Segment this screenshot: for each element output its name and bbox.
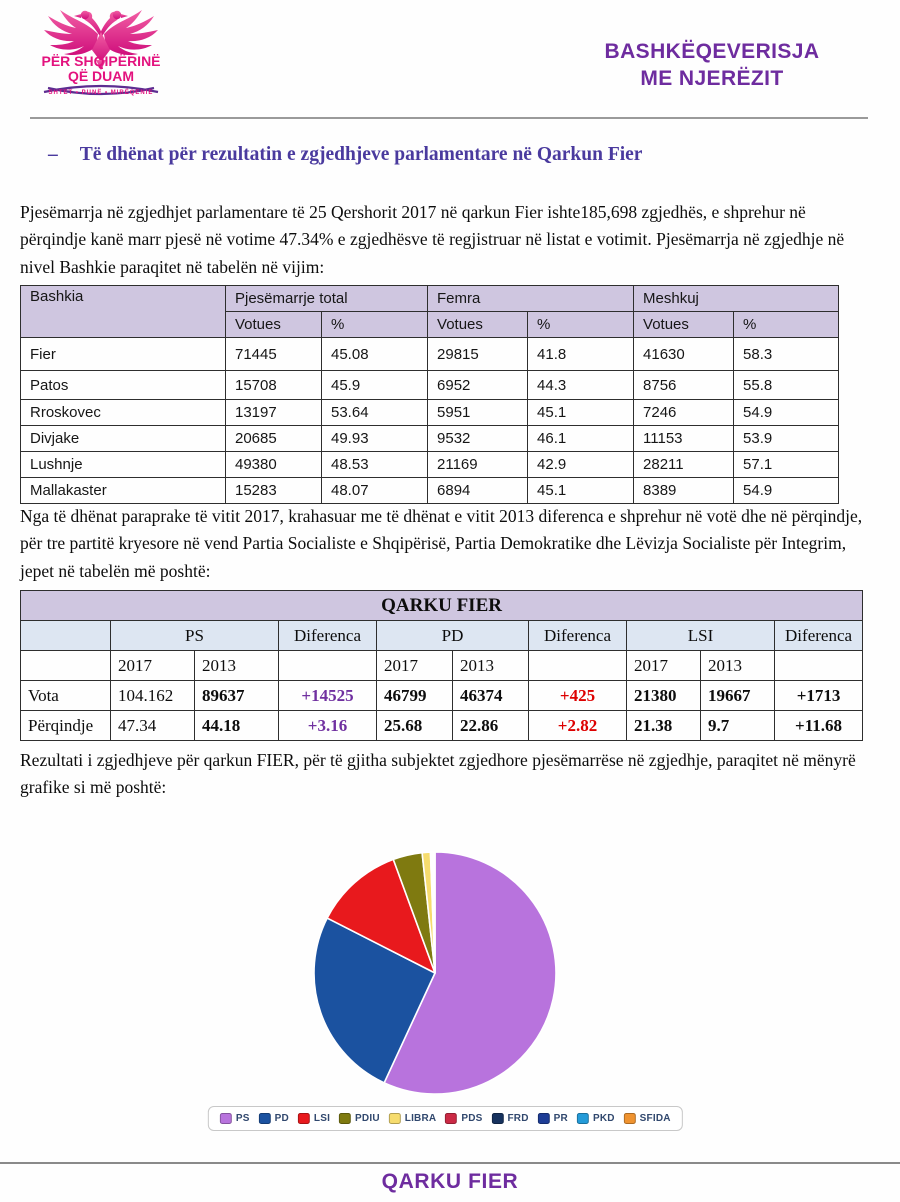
- value-cell: 54.9: [734, 400, 839, 426]
- empty-cell: [529, 651, 627, 681]
- legend-label: PKD: [592, 1113, 615, 1124]
- value-cell: 57.1: [734, 452, 839, 478]
- legend-item-FRD: [491, 1113, 528, 1124]
- value-cell: 89637: [195, 681, 279, 711]
- legend-item-PKD: [577, 1113, 615, 1124]
- legend-swatch-icon: [220, 1113, 232, 1124]
- group-header-femra: Femra: [428, 286, 634, 312]
- brand-title-line1: BASHKËQEVERISJA: [604, 40, 820, 63]
- legend-swatch-icon: [538, 1113, 550, 1124]
- legend-item-SFIDA: [624, 1113, 671, 1124]
- col-header-bashkia: Bashkia: [21, 286, 226, 338]
- value-cell: 71445: [226, 338, 322, 371]
- year-header: 2017: [377, 651, 453, 681]
- legend-swatch-icon: [389, 1113, 401, 1124]
- brand-title-line2: ME NJERËZIT: [640, 67, 784, 91]
- logo-text-line1: PËR SHQIPËRINË: [41, 53, 161, 69]
- group-header-meshkuj: Meshkuj: [634, 286, 839, 312]
- legend-label: LIBRA: [404, 1113, 437, 1124]
- empty-cell: [21, 651, 111, 681]
- value-cell: 48.07: [322, 478, 428, 504]
- row-label: Përqindje: [21, 711, 111, 741]
- value-cell: 55.8: [734, 371, 839, 400]
- value-cell: +1713: [775, 681, 863, 711]
- chart-legend: [208, 1106, 683, 1131]
- eagle-logo-graphic: [26, 4, 176, 114]
- legend-item-LSI: [298, 1113, 330, 1124]
- legend-swatch-icon: [339, 1113, 351, 1124]
- legend-swatch-icon: [298, 1113, 310, 1124]
- sub-header-votues: Votues: [634, 312, 734, 338]
- legend-swatch-icon: [445, 1113, 457, 1124]
- value-cell: +11.68: [775, 711, 863, 741]
- value-cell: 19667: [701, 681, 775, 711]
- participation-table: [20, 285, 839, 504]
- table-row: [21, 681, 863, 711]
- value-cell: 49.93: [322, 426, 428, 452]
- value-cell: 28211: [634, 452, 734, 478]
- value-cell: 41.8: [528, 338, 634, 371]
- legend-label: PR: [553, 1113, 568, 1124]
- party-header-ps: PS: [111, 621, 279, 651]
- value-cell: +2.82: [529, 711, 627, 741]
- footer-title: QARKU FIER: [381, 1170, 519, 1193]
- bashkia-cell: Patos: [21, 371, 226, 400]
- value-cell: 29815: [428, 338, 528, 371]
- year-header: 2013: [453, 651, 529, 681]
- value-cell: 21380: [627, 681, 701, 711]
- bashkia-cell: Lushnje: [21, 452, 226, 478]
- legend-label: PDS: [461, 1113, 483, 1124]
- empty-cell: [21, 621, 111, 651]
- value-cell: 46374: [453, 681, 529, 711]
- value-cell: 47.34: [111, 711, 195, 741]
- comparison-table-title: QARKU FIER: [21, 591, 863, 621]
- empty-cell: [279, 651, 377, 681]
- bashkia-cell: Fier: [21, 338, 226, 371]
- value-cell: 13197: [226, 400, 322, 426]
- legend-swatch-icon: [577, 1113, 589, 1124]
- header-divider: [30, 117, 868, 119]
- value-cell: +14525: [279, 681, 377, 711]
- value-cell: 21169: [428, 452, 528, 478]
- value-cell: 20685: [226, 426, 322, 452]
- year-header: 2013: [701, 651, 775, 681]
- sub-header-pct: %: [734, 312, 839, 338]
- value-cell: 5951: [428, 400, 528, 426]
- paragraph-comparison: Nga të dhënat paraprake të vitit 2017, krahasuar me të dhënat e vitit 2013 diferenca e shprehur në votë dhe në përqindje, për tre partitë kryesore në vend Partia Socialiste e Shqipërisë, Partia Demokratike dhe Lëvizja Socialiste për Integrim, jepet në tabelën më poshtë:: [20, 506, 863, 581]
- sub-header-votues: Votues: [226, 312, 322, 338]
- logo-slogan: SHTET • PUNË • MIRËQENIE: [48, 90, 154, 96]
- value-cell: 22.86: [453, 711, 529, 741]
- bashkia-cell: Rroskovec: [21, 400, 226, 426]
- party-header-pd: PD: [377, 621, 529, 651]
- party-logo: [26, 4, 176, 114]
- value-cell: 58.3: [734, 338, 839, 371]
- sub-header-pct: %: [322, 312, 428, 338]
- value-cell: 45.1: [528, 478, 634, 504]
- value-cell: 25.68: [377, 711, 453, 741]
- paragraph-chart-intro: Rezultati i zgjedhjeve për qarkun FIER, për të gjitha subjektet zgjedhore pjesëmarrëse në zgjedhje, paraqitet në mënyrë grafike si më poshtë:: [20, 750, 856, 798]
- bashkia-cell: Divjake: [21, 426, 226, 452]
- value-cell: 15708: [226, 371, 322, 400]
- value-cell: 53.9: [734, 426, 839, 452]
- legend-label: PS: [235, 1113, 250, 1124]
- value-cell: 6952: [428, 371, 528, 400]
- year-header: 2017: [111, 651, 195, 681]
- diff-header: Diferenca: [279, 621, 377, 651]
- paragraph-participation: Pjesëmarrja në zgjedhjet parlamentare të 25 Qershorit 2017 në qarkun Fier ishte185,698 zgjedhës, e shprehur në përqindje kanë marr pjesë në votime 47.34% e zgjedhësve të regjistruar në listat e votimit. Pjesëmarrja në zgjedhje në nivel Bashkie paraqitet në tabelën në vijim:: [20, 202, 845, 277]
- value-cell: 42.9: [528, 452, 634, 478]
- legend-item-PDS: [445, 1113, 482, 1124]
- value-cell: 48.53: [322, 452, 428, 478]
- group-header-total: Pjesëmarrje total: [226, 286, 428, 312]
- section-title-dash: –: [48, 144, 58, 165]
- legend-swatch-icon: [624, 1113, 636, 1124]
- value-cell: +3.16: [279, 711, 377, 741]
- value-cell: 54.9: [734, 478, 839, 504]
- empty-cell: [775, 651, 863, 681]
- value-cell: 45.08: [322, 338, 428, 371]
- legend-swatch-icon: [491, 1113, 503, 1124]
- row-label: Vota: [21, 681, 111, 711]
- table-row: [21, 426, 839, 452]
- section-title: [48, 144, 642, 166]
- value-cell: 45.9: [322, 371, 428, 400]
- legend-label: PD: [274, 1113, 289, 1124]
- legend-item-LIBRA: [389, 1113, 437, 1124]
- value-cell: 7246: [634, 400, 734, 426]
- year-header: 2013: [195, 651, 279, 681]
- value-cell: 8756: [634, 371, 734, 400]
- value-cell: 53.64: [322, 400, 428, 426]
- sub-header-votues: Votues: [428, 312, 528, 338]
- value-cell: 44.18: [195, 711, 279, 741]
- value-cell: 9532: [428, 426, 528, 452]
- value-cell: 44.3: [528, 371, 634, 400]
- brand-title: [542, 38, 882, 93]
- pie-chart: [0, 845, 900, 1100]
- value-cell: 21.38: [627, 711, 701, 741]
- legend-label: LSI: [313, 1113, 331, 1124]
- legend-item-PR: [538, 1113, 568, 1124]
- table-row: [21, 478, 839, 504]
- table-row: [21, 371, 839, 400]
- comparison-table: [20, 590, 863, 741]
- legend-label: FRD: [507, 1113, 529, 1124]
- party-header-lsi: LSI: [627, 621, 775, 651]
- value-cell: 45.1: [528, 400, 634, 426]
- value-cell: 11153: [634, 426, 734, 452]
- logo-text-line2: QË DUAM: [67, 68, 135, 84]
- legend-label: PDIU: [355, 1113, 380, 1124]
- legend-item-PD: [259, 1113, 289, 1124]
- value-cell: 9.7: [701, 711, 775, 741]
- value-cell: 49380: [226, 452, 322, 478]
- value-cell: 41630: [634, 338, 734, 371]
- value-cell: 15283: [226, 478, 322, 504]
- footer-divider: [0, 1162, 900, 1164]
- diff-header: Diferenca: [775, 621, 863, 651]
- table-row: [21, 452, 839, 478]
- legend-swatch-icon: [259, 1113, 271, 1124]
- pie-slice-SFIDA: [434, 852, 435, 973]
- value-cell: +425: [529, 681, 627, 711]
- table-row: [21, 711, 863, 741]
- legend-label: SFIDA: [639, 1113, 671, 1124]
- legend-item-PS: [220, 1113, 250, 1124]
- value-cell: 46.1: [528, 426, 634, 452]
- value-cell: 8389: [634, 478, 734, 504]
- value-cell: 104.162: [111, 681, 195, 711]
- value-cell: 46799: [377, 681, 453, 711]
- diff-header: Diferenca: [529, 621, 627, 651]
- section-title-text: Të dhënat për rezultatin e zgjedhjeve parlamentare në Qarkun Fier: [79, 144, 643, 165]
- sub-header-pct: %: [528, 312, 634, 338]
- value-cell: 6894: [428, 478, 528, 504]
- year-header: 2017: [627, 651, 701, 681]
- table-row: [21, 400, 839, 426]
- bashkia-cell: Mallakaster: [21, 478, 226, 504]
- table-row: [21, 338, 839, 371]
- legend-item-PDIU: [339, 1113, 380, 1124]
